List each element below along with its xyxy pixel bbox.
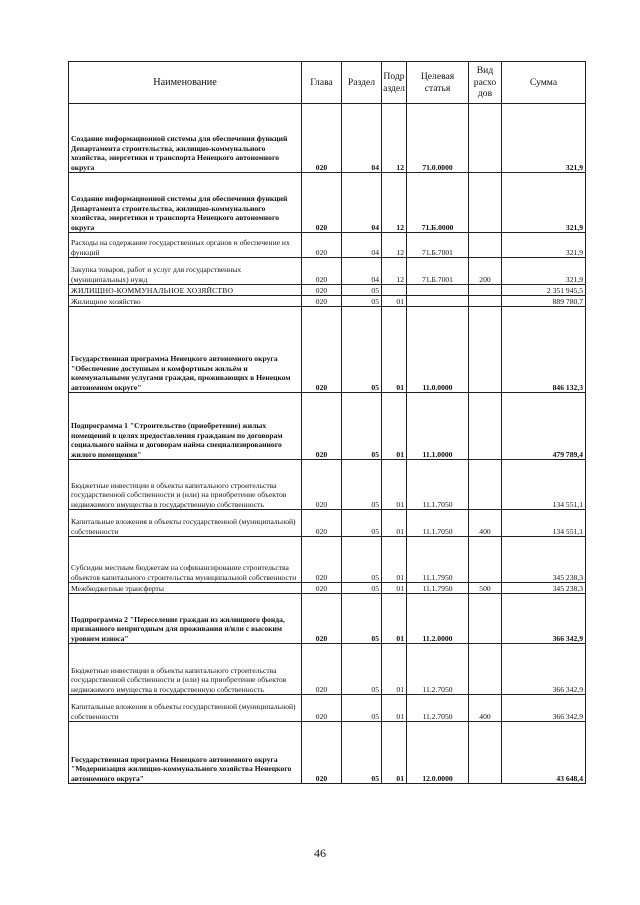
row-chapter: 020 xyxy=(302,510,342,537)
row-chapter: 020 xyxy=(302,173,342,233)
row-sum: 479 789,4 xyxy=(502,393,586,460)
row-chapter: 020 xyxy=(302,583,342,594)
table-row xyxy=(69,722,586,784)
row-section: 05 xyxy=(342,722,382,784)
table-row xyxy=(69,695,586,722)
row-expense-type xyxy=(469,537,502,583)
page-number: 46 xyxy=(314,846,326,860)
row-subsection xyxy=(382,285,407,296)
row-expense-type xyxy=(469,460,502,510)
row-subsection: 01 xyxy=(382,307,407,393)
row-name: Расходы на содержание государственных органов и обеспечение их функций xyxy=(69,233,302,258)
row-chapter: 020 xyxy=(302,104,342,173)
row-chapter: 020 xyxy=(302,460,342,510)
row-chapter: 020 xyxy=(302,537,342,583)
header-chapter: Глава xyxy=(302,62,342,104)
row-expense-type: 400 xyxy=(469,510,502,537)
row-name: Создание информационной системы для обеспечения функций Департамента строительства, жилищно-коммунального хозяйства, энергетики и транспорта Ненецкого автономного округа xyxy=(69,173,302,233)
header-section: Раздел xyxy=(342,62,382,104)
row-section: 04 xyxy=(342,258,382,285)
table-row xyxy=(69,583,586,594)
row-sum: 366 342,9 xyxy=(502,594,586,644)
table-row xyxy=(69,393,586,460)
row-name: Жилищное хозяйство xyxy=(69,296,302,307)
row-sum: 321,9 xyxy=(502,233,586,258)
row-sum: 345 238,3 xyxy=(502,583,586,594)
table-row xyxy=(69,594,586,644)
row-expense-type xyxy=(469,173,502,233)
row-sum: 321,9 xyxy=(502,173,586,233)
row-subsection: 01 xyxy=(382,583,407,594)
row-section: 04 xyxy=(342,104,382,173)
row-expense-type xyxy=(469,233,502,258)
row-subsection: 12 xyxy=(382,104,407,173)
row-section: 05 xyxy=(342,695,382,722)
row-section: 05 xyxy=(342,460,382,510)
row-section: 05 xyxy=(342,644,382,695)
row-name: Бюджетные инвестиции в объекты капитального строительства государственной собственности и (или) на приобретение объектов недвижимого имущества в государственную собственность xyxy=(69,644,302,695)
row-sum: 889 780,7 xyxy=(502,296,586,307)
row-name: Государственная программа Ненецкого автономного округа "Обеспечение доступным и комфортным жильём и коммунальными услугами граждан, проживающих в Ненецком автономном округе" xyxy=(69,307,302,393)
row-section: 05 xyxy=(342,583,382,594)
row-chapter: 020 xyxy=(302,285,342,296)
row-subsection: 01 xyxy=(382,393,407,460)
row-name: Государственная программа Ненецкого автономного округа "Модернизация жилищно-коммунального хозяйства Ненецкого автономного округа" xyxy=(69,722,302,784)
row-expense-type xyxy=(469,307,502,393)
row-name: ЖИЛИЩНО-КОММУНАЛЬНОЕ ХОЗЯЙСТВО xyxy=(69,285,302,296)
row-expense-type: 200 xyxy=(469,258,502,285)
row-subsection: 01 xyxy=(382,695,407,722)
table-row xyxy=(69,510,586,537)
row-name: Бюджетные инвестиции в объекты капитального строительства государственной собственности и (или) на приобретение объектов недвижимого имущества в государственную собственность xyxy=(69,460,302,510)
table-row xyxy=(69,296,586,307)
row-target: 11.2.7050 xyxy=(407,644,469,695)
row-target: 71.Б.7001 xyxy=(407,258,469,285)
row-target: 11.2.0000 xyxy=(407,594,469,644)
row-expense-type xyxy=(469,285,502,296)
row-chapter: 020 xyxy=(302,393,342,460)
row-subsection: 01 xyxy=(382,594,407,644)
row-chapter: 020 xyxy=(302,594,342,644)
row-section: 04 xyxy=(342,173,382,233)
row-name: Подпрограмма 2 "Переселение граждан из жилищного фонда, признанного непригодным для проживания и/или с высоким уровнем износа" xyxy=(69,594,302,644)
row-subsection: 01 xyxy=(382,460,407,510)
table-row xyxy=(69,104,586,173)
table-header-row xyxy=(69,62,586,104)
budget-table xyxy=(68,61,586,784)
row-sum: 846 132,3 xyxy=(502,307,586,393)
row-sum: 366 342,9 xyxy=(502,695,586,722)
row-chapter: 020 xyxy=(302,722,342,784)
row-chapter: 020 xyxy=(302,695,342,722)
row-target xyxy=(407,296,469,307)
row-expense-type xyxy=(469,393,502,460)
row-expense-type xyxy=(469,722,502,784)
row-target: 11.1.7050 xyxy=(407,510,469,537)
row-target xyxy=(407,285,469,296)
row-sum: 134 551,1 xyxy=(502,460,586,510)
row-section: 05 xyxy=(342,393,382,460)
row-name: Капитальные вложения в объекты государственной (муниципальной) собственности xyxy=(69,695,302,722)
row-name: Субсидии местным бюджетам на софинансирование строительства объектов капитального строительства муниципальной собственности xyxy=(69,537,302,583)
row-sum: 43 648,4 xyxy=(502,722,586,784)
header-expense-type: Вид расхо дов xyxy=(469,62,502,104)
row-expense-type xyxy=(469,296,502,307)
header-sum: Сумма xyxy=(502,62,586,104)
row-chapter: 020 xyxy=(302,258,342,285)
row-target: 11.2.7050 xyxy=(407,695,469,722)
table-row xyxy=(69,537,586,583)
row-sum: 2 351 945,5 xyxy=(502,285,586,296)
row-sum: 321,9 xyxy=(502,104,586,173)
row-subsection: 12 xyxy=(382,258,407,285)
row-name: Создание информационной системы для обеспечения функций Департамента строительства, жилищно-коммунального хозяйства, энергетики и транспорта Ненецкого автономного округа xyxy=(69,104,302,173)
row-section: 05 xyxy=(342,307,382,393)
row-subsection: 12 xyxy=(382,173,407,233)
row-sum: 366 342,9 xyxy=(502,644,586,695)
row-chapter: 020 xyxy=(302,644,342,695)
row-chapter: 020 xyxy=(302,233,342,258)
table-row xyxy=(69,644,586,695)
row-section: 05 xyxy=(342,296,382,307)
row-expense-type xyxy=(469,104,502,173)
row-subsection: 01 xyxy=(382,722,407,784)
row-section: 05 xyxy=(342,285,382,296)
row-target: 11.1.7050 xyxy=(407,460,469,510)
row-target: 11.1.7950 xyxy=(407,537,469,583)
row-target: 12.0.0000 xyxy=(407,722,469,784)
header-target: Целевая статья xyxy=(407,62,469,104)
row-chapter: 020 xyxy=(302,307,342,393)
row-expense-type: 400 xyxy=(469,695,502,722)
row-sum: 345 238,3 xyxy=(502,537,586,583)
row-subsection: 01 xyxy=(382,510,407,537)
row-target: 11.1.7950 xyxy=(407,583,469,594)
table-row xyxy=(69,307,586,393)
row-section: 05 xyxy=(342,510,382,537)
row-target: 11.1.0000 xyxy=(407,393,469,460)
row-name: Подпрограмма 1 "Строительство (приобретение) жилых помещений в целях предоставления гражданам по договорам социального найма и договорам найма специализированного жилого помещения" xyxy=(69,393,302,460)
row-expense-type xyxy=(469,594,502,644)
row-section: 05 xyxy=(342,594,382,644)
table-row xyxy=(69,460,586,510)
row-subsection: 12 xyxy=(382,233,407,258)
row-name: Закупка товаров, работ и услуг для государственных (муниципальных) нужд xyxy=(69,258,302,285)
row-target: 71.Б.0000 xyxy=(407,173,469,233)
table-row xyxy=(69,233,586,258)
table-row xyxy=(69,258,586,285)
table-row xyxy=(69,173,586,233)
row-section: 05 xyxy=(342,537,382,583)
row-expense-type xyxy=(469,644,502,695)
row-subsection: 01 xyxy=(382,644,407,695)
row-sum: 134 551,1 xyxy=(502,510,586,537)
row-target: 71.0.0000 xyxy=(407,104,469,173)
row-target: 71.Б.7001 xyxy=(407,233,469,258)
table-row xyxy=(69,285,586,296)
row-subsection: 01 xyxy=(382,537,407,583)
row-sum: 321,9 xyxy=(502,258,586,285)
header-name: Наименование xyxy=(69,62,302,104)
row-target: 11.0.0000 xyxy=(407,307,469,393)
row-expense-type: 500 xyxy=(469,583,502,594)
row-name: Межбюджетные трансферты xyxy=(69,583,302,594)
header-subsection: Подр аздел xyxy=(382,62,407,104)
row-name: Капитальные вложения в объекты государственной (муниципальной) собственности xyxy=(69,510,302,537)
row-section: 04 xyxy=(342,233,382,258)
row-subsection: 01 xyxy=(382,296,407,307)
row-chapter: 020 xyxy=(302,296,342,307)
